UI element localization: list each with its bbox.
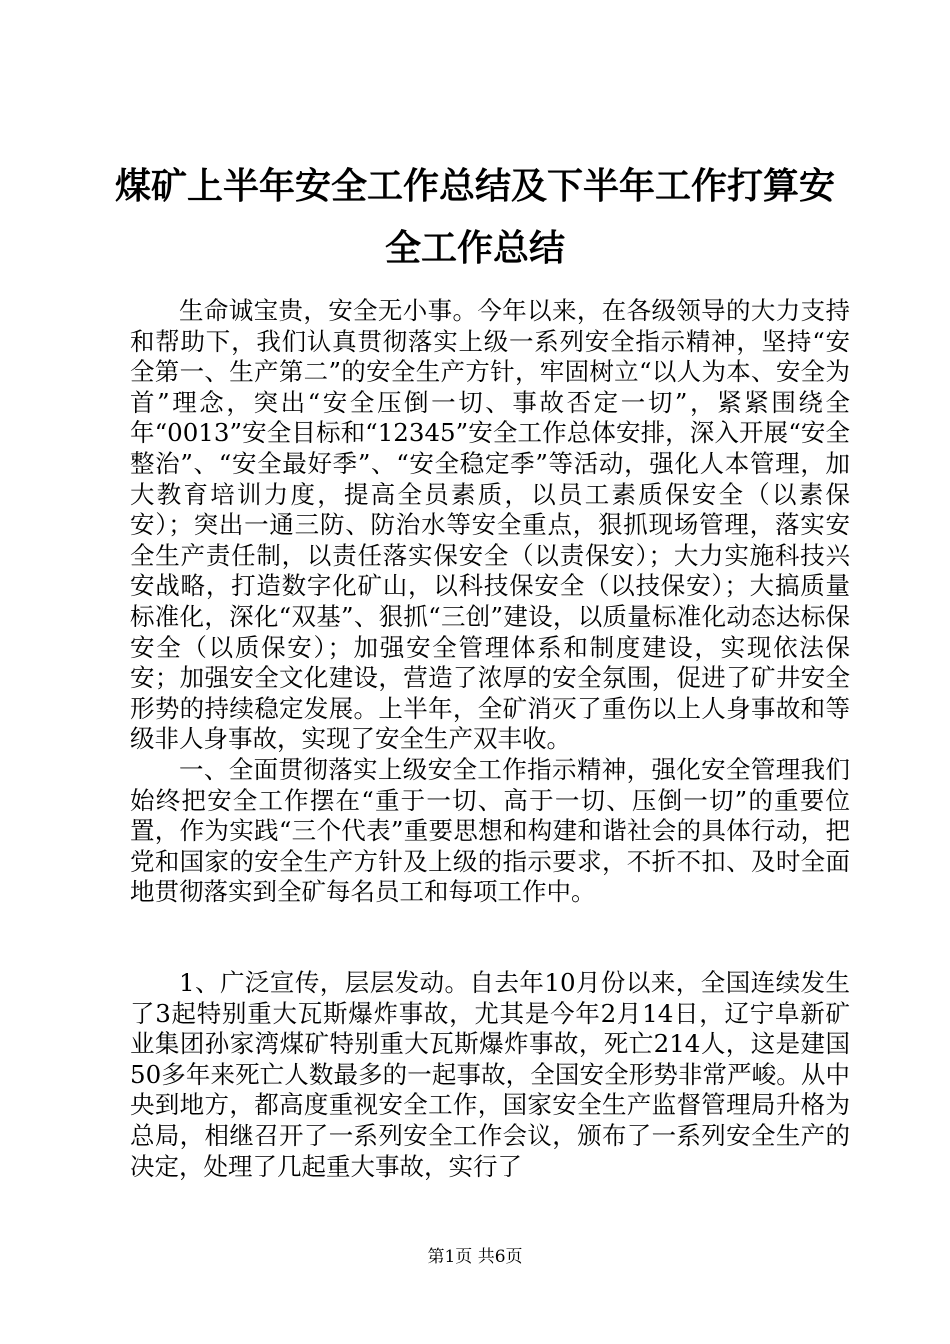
body-block-2 (130, 968, 850, 1182)
paragraph-item-1: 1、广泛宣传，层层发动。自去年10月份以来，全国连续发生了3起特别重大瓦斯爆炸事故，尤其是今年2月14日，辽宁阜新矿业集团孙家湾煤矿特别重大瓦斯爆炸事故，死亡214人，这是建国50多年来死亡人数最多的一起事故，全国安全形势非常严峻。从中央到地方，都高度重视安全工作，国家安全生产监督管理局升格为总局，相继召开了一系列安全工作会议，颁布了一系列安全生产的决定，处理了几起重大事故，实行了 (130, 968, 850, 1181)
paragraph-intro: 生命诚宝贵，安全无小事。今年以来，在各级领导的大力支持和帮助下，我们认真贯彻落实上级一系列安全指示精神，坚持“安全第一、生产第二”的安全生产方针，牢固树立“以人为本、安全为首”理念，突出“安全压倒一切、事故否定一切”，紧紧围绕全年“0013”安全目标和“12345”安全工作总体安排，深入开展“安全整治”、“安全最好季”、“安全稳定季”等活动，强化人本管理，加大教育培训力度，提高全员素质，以员工素质保安全（以素保安）；突出一通三防、防治水等安全重点，狠抓现场管理，落实安全生产责任制，以责任落实保安全（以责保安）；大力实施科技兴安战略，打造数字化矿山，以科技保安全（以技保安）；大搞质量标准化，深化“双基”、狠抓“三创”建设，以质量标准化动态达标保安全（以质保安）；加强安全管理体系和制度建设，实现依法保安；加强安全文化建设，营造了浓厚的安全氛围，促进了矿井安全形势的持续稳定发展。上半年，全矿消灭了重伤以上人身事故和等级非人身事故，实现了安全生产双丰收。 (130, 296, 850, 754)
page-footer: 第1页 共6页 (427, 1247, 523, 1267)
body-block-1 (130, 296, 850, 908)
paragraph-section-1: 一、全面贯彻落实上级安全工作指示精神，强化安全管理我们始终把安全工作摆在“重于一切、高于一切、压倒一切”的重要位置，作为实践“三个代表”重要思想和构建和谐社会的具体行动，把党和国家的安全生产方针及上级的指示要求，不折不扣、及时全面地贯彻落实到全矿每名员工和每项工作中。 (130, 754, 850, 907)
document-title: 煤矿上半年安全工作总结及下半年工作打算安全工作总结 (114, 165, 835, 269)
